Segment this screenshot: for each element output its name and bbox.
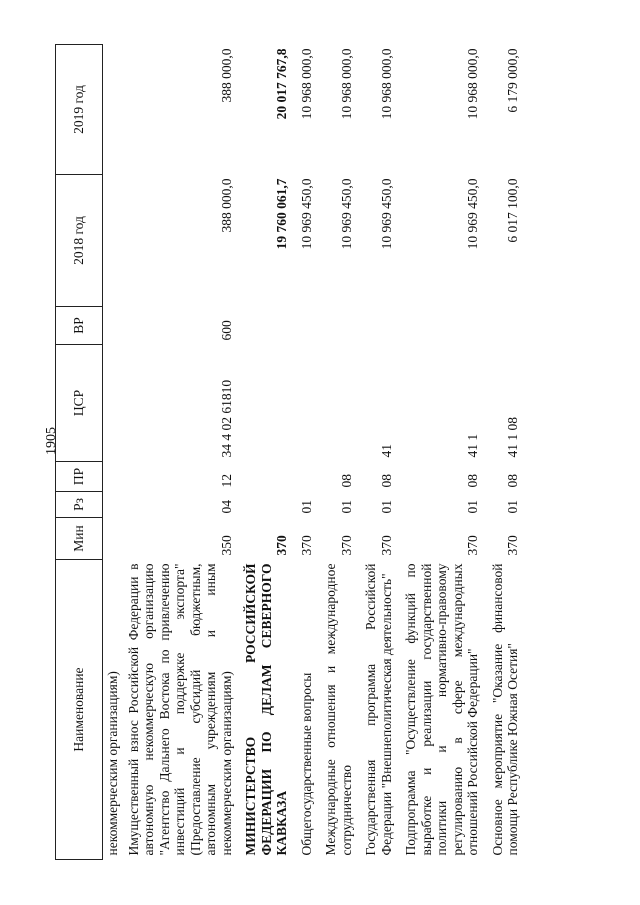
- cell-min: 370: [505, 535, 521, 556]
- cell-vr: [240, 307, 296, 345]
- header-pr: ПР: [56, 462, 103, 492]
- cell-vr: [296, 307, 321, 345]
- budget-table: [55, 44, 527, 860]
- cell-pr: [103, 462, 123, 492]
- cell-rz: 01: [378, 500, 394, 514]
- cell-name: Основное мероприятие "Оказание финансовой помощи Республике Южная Осетия": [489, 563, 521, 856]
- header-rz: Рз: [56, 492, 103, 518]
- table-row: [400, 45, 487, 860]
- cell-min: 370: [465, 535, 481, 556]
- cell-2019: 10 968 000,0: [465, 48, 481, 120]
- cell-2018: [103, 175, 123, 307]
- table-row: [296, 45, 321, 860]
- cell-2019: 6 179 000,0: [505, 48, 521, 113]
- cell-rz: [240, 492, 296, 518]
- cell-min: [103, 518, 123, 560]
- cell-vr: 600: [218, 320, 234, 341]
- cell-2019: [103, 45, 123, 175]
- table-row: [487, 45, 527, 860]
- cell-name: Имущественный взнос Российской Федерации в автономную некоммерческую организацию "Агентство Дальнего Востока по привлечению инвестиций и поддержке экспорта" (Предоставление субсидий бюджетным, автономным учреждениям и иным некоммерческим организациям): [125, 563, 234, 856]
- cell-csr: [320, 345, 360, 462]
- cell-vr: [400, 307, 487, 345]
- cell-rz: 01: [338, 500, 354, 514]
- cell-2019: 10 968 000,0: [298, 48, 314, 120]
- cell-vr: [103, 307, 123, 345]
- cell-name: Государственная программа Российской Федерации "Внешнеполитическая деятельность": [363, 563, 394, 856]
- cell-vr: [320, 307, 360, 345]
- cell-rz: [103, 492, 123, 518]
- cell-min: 370: [378, 535, 394, 556]
- rotated-page-content: [55, 45, 585, 860]
- cell-rz: 01: [505, 500, 521, 514]
- cell-2018: 10 969 450,0: [378, 178, 394, 250]
- cell-min: 370: [274, 535, 290, 556]
- cell-pr: [240, 462, 296, 492]
- cell-pr: 08: [378, 474, 394, 488]
- header-name: Наименование: [56, 560, 103, 860]
- cell-2018: 10 969 450,0: [465, 178, 481, 250]
- table-header-row: [56, 45, 103, 860]
- cell-2018: 10 969 450,0: [338, 178, 354, 250]
- cell-name: МИНИСТЕРСТВО РОССИЙСКОЙ ФЕДЕРАЦИИ ПО ДЕЛАМ СЕВЕРНОГО КАВКАЗА: [243, 563, 290, 856]
- cell-2019: 10 968 000,0: [378, 48, 394, 120]
- cell-rz: 01: [465, 500, 481, 514]
- table-row: [360, 45, 400, 860]
- cell-csr: [240, 345, 296, 462]
- table-row: [320, 45, 360, 860]
- cell-csr: 34 4 02 61810: [218, 379, 234, 458]
- cell-min: 370: [298, 535, 314, 556]
- cell-name: Международные отношения и международное сотрудничество: [323, 563, 354, 856]
- cell-2018: 10 969 450,0: [298, 178, 314, 250]
- cell-csr: 41 1 08: [505, 417, 521, 458]
- cell-2018: 6 017 100,0: [505, 178, 521, 243]
- cell-rz: 01: [298, 500, 314, 514]
- cell-min: 350: [218, 535, 234, 556]
- cell-vr: [487, 307, 527, 345]
- cell-2018: 19 760 061,7: [274, 178, 290, 250]
- cell-pr: 08: [338, 474, 354, 488]
- cell-min: 370: [338, 535, 354, 556]
- table-row: [103, 45, 123, 860]
- cell-rz: 04: [218, 500, 234, 514]
- cell-csr: [103, 345, 123, 462]
- cell-csr: [296, 345, 321, 462]
- header-csr: ЦСР: [56, 345, 103, 462]
- cell-pr: 08: [505, 474, 521, 488]
- header-2018: 2018 год: [56, 175, 103, 307]
- table-row-ministry: [240, 45, 296, 860]
- cell-pr: 08: [465, 474, 481, 488]
- cell-2018: 388 000,0: [218, 178, 234, 233]
- cell-name: Подпрограмма "Осуществление функций по выработке и реализации государственной политики и нормативно-правовому регулированию в сфере международных отношений Российской Федерации": [403, 563, 481, 856]
- cell-2019: 10 968 000,0: [338, 48, 354, 120]
- cell-pr: 12: [218, 474, 234, 488]
- cell-csr: 41: [378, 444, 394, 458]
- header-vr: ВР: [56, 307, 103, 345]
- table-row: [123, 45, 241, 860]
- cell-vr: [360, 307, 400, 345]
- header-min: Мин: [56, 518, 103, 560]
- cell-name: Общегосударственные вопросы: [298, 672, 314, 856]
- cell-2019: 20 017 767,8: [274, 48, 290, 120]
- cell-2019: 388 000,0: [218, 48, 234, 103]
- page-number: 1905: [44, 427, 59, 455]
- cell-name: некоммерческим организациям): [105, 671, 120, 856]
- cell-pr: [296, 462, 321, 492]
- header-2019: 2019 год: [56, 45, 103, 175]
- cell-csr: 41 1: [465, 433, 481, 458]
